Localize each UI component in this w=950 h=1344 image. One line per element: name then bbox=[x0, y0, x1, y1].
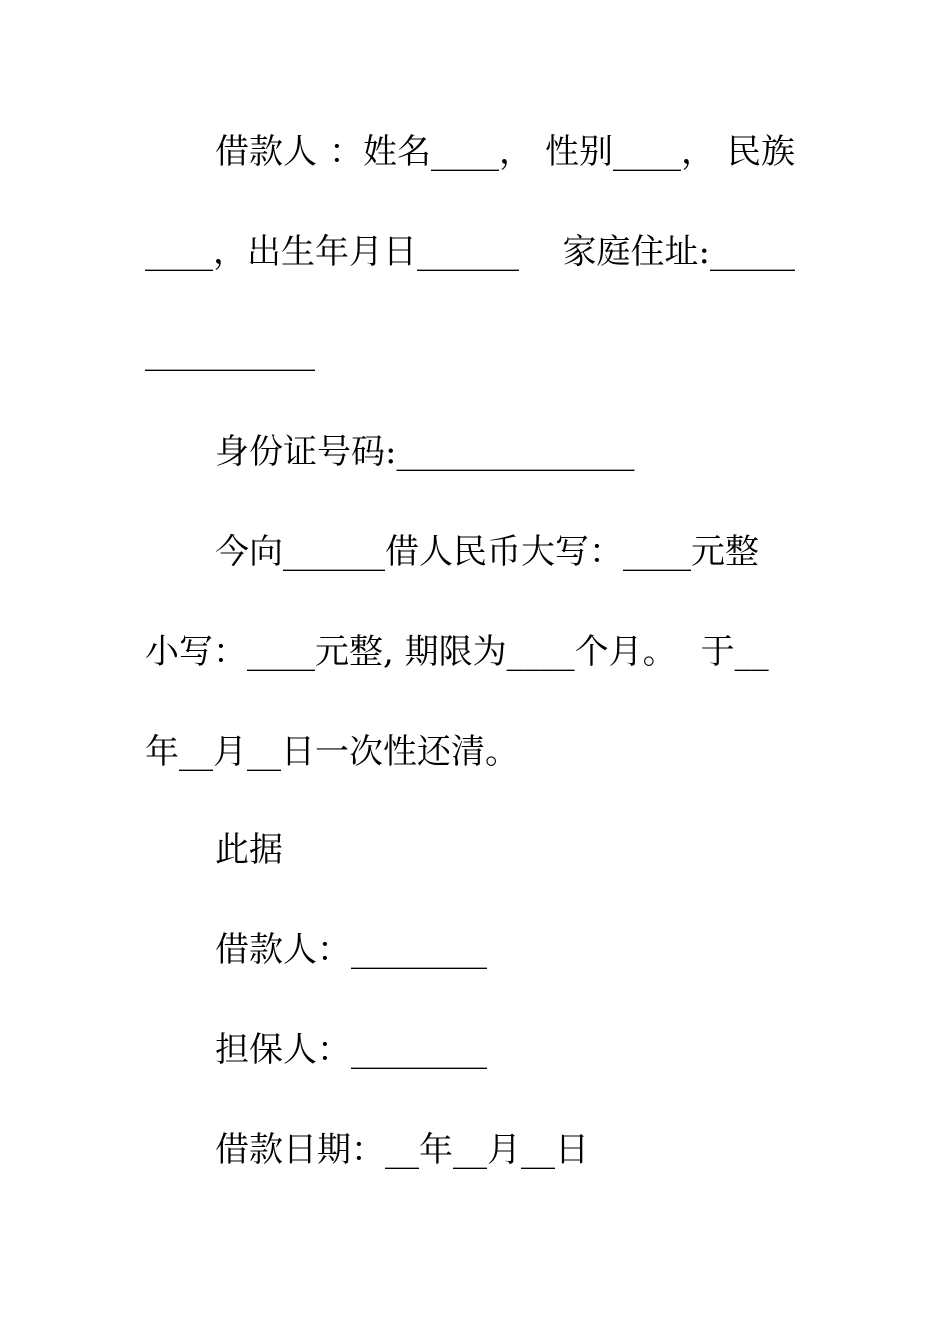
birthdate-field: ____，出生年月日______ bbox=[145, 232, 519, 272]
borrower-info-line-3: __________ bbox=[145, 332, 315, 372]
gender-field: 性别____， bbox=[545, 132, 715, 172]
id-number-line: 身份证号码:______________ bbox=[215, 432, 635, 472]
loan-terms-line-2 bbox=[145, 630, 775, 674]
borrower-info-line-2 bbox=[145, 230, 795, 274]
ethnicity-label: 民族 bbox=[727, 132, 795, 172]
loan-terms-line-1 bbox=[215, 530, 795, 574]
borrower-info-line-1 bbox=[215, 130, 795, 174]
address-field: 家庭住址:_____ bbox=[562, 232, 795, 272]
borrower-signature-line: 借款人：________ bbox=[215, 930, 487, 970]
closing-text: 此据 bbox=[215, 830, 283, 870]
amount-lowercase-and-term: 小写：____元整, 期限为____个月。 bbox=[145, 632, 677, 672]
borrower-label: 借款人 bbox=[215, 132, 317, 172]
repay-date-start: 于__ bbox=[700, 632, 769, 672]
amount-uppercase-label: 今向______借人民币大写： bbox=[215, 532, 623, 572]
name-field: ：姓名____， bbox=[329, 132, 533, 172]
guarantor-signature-line: 担保人：________ bbox=[215, 1030, 487, 1070]
loan-terms-line-3: 年__月__日一次性还清。 bbox=[145, 732, 519, 772]
loan-date-line: 借款日期：__年__月__日 bbox=[215, 1130, 589, 1170]
amount-uppercase-field: ____元整 bbox=[623, 532, 759, 572]
